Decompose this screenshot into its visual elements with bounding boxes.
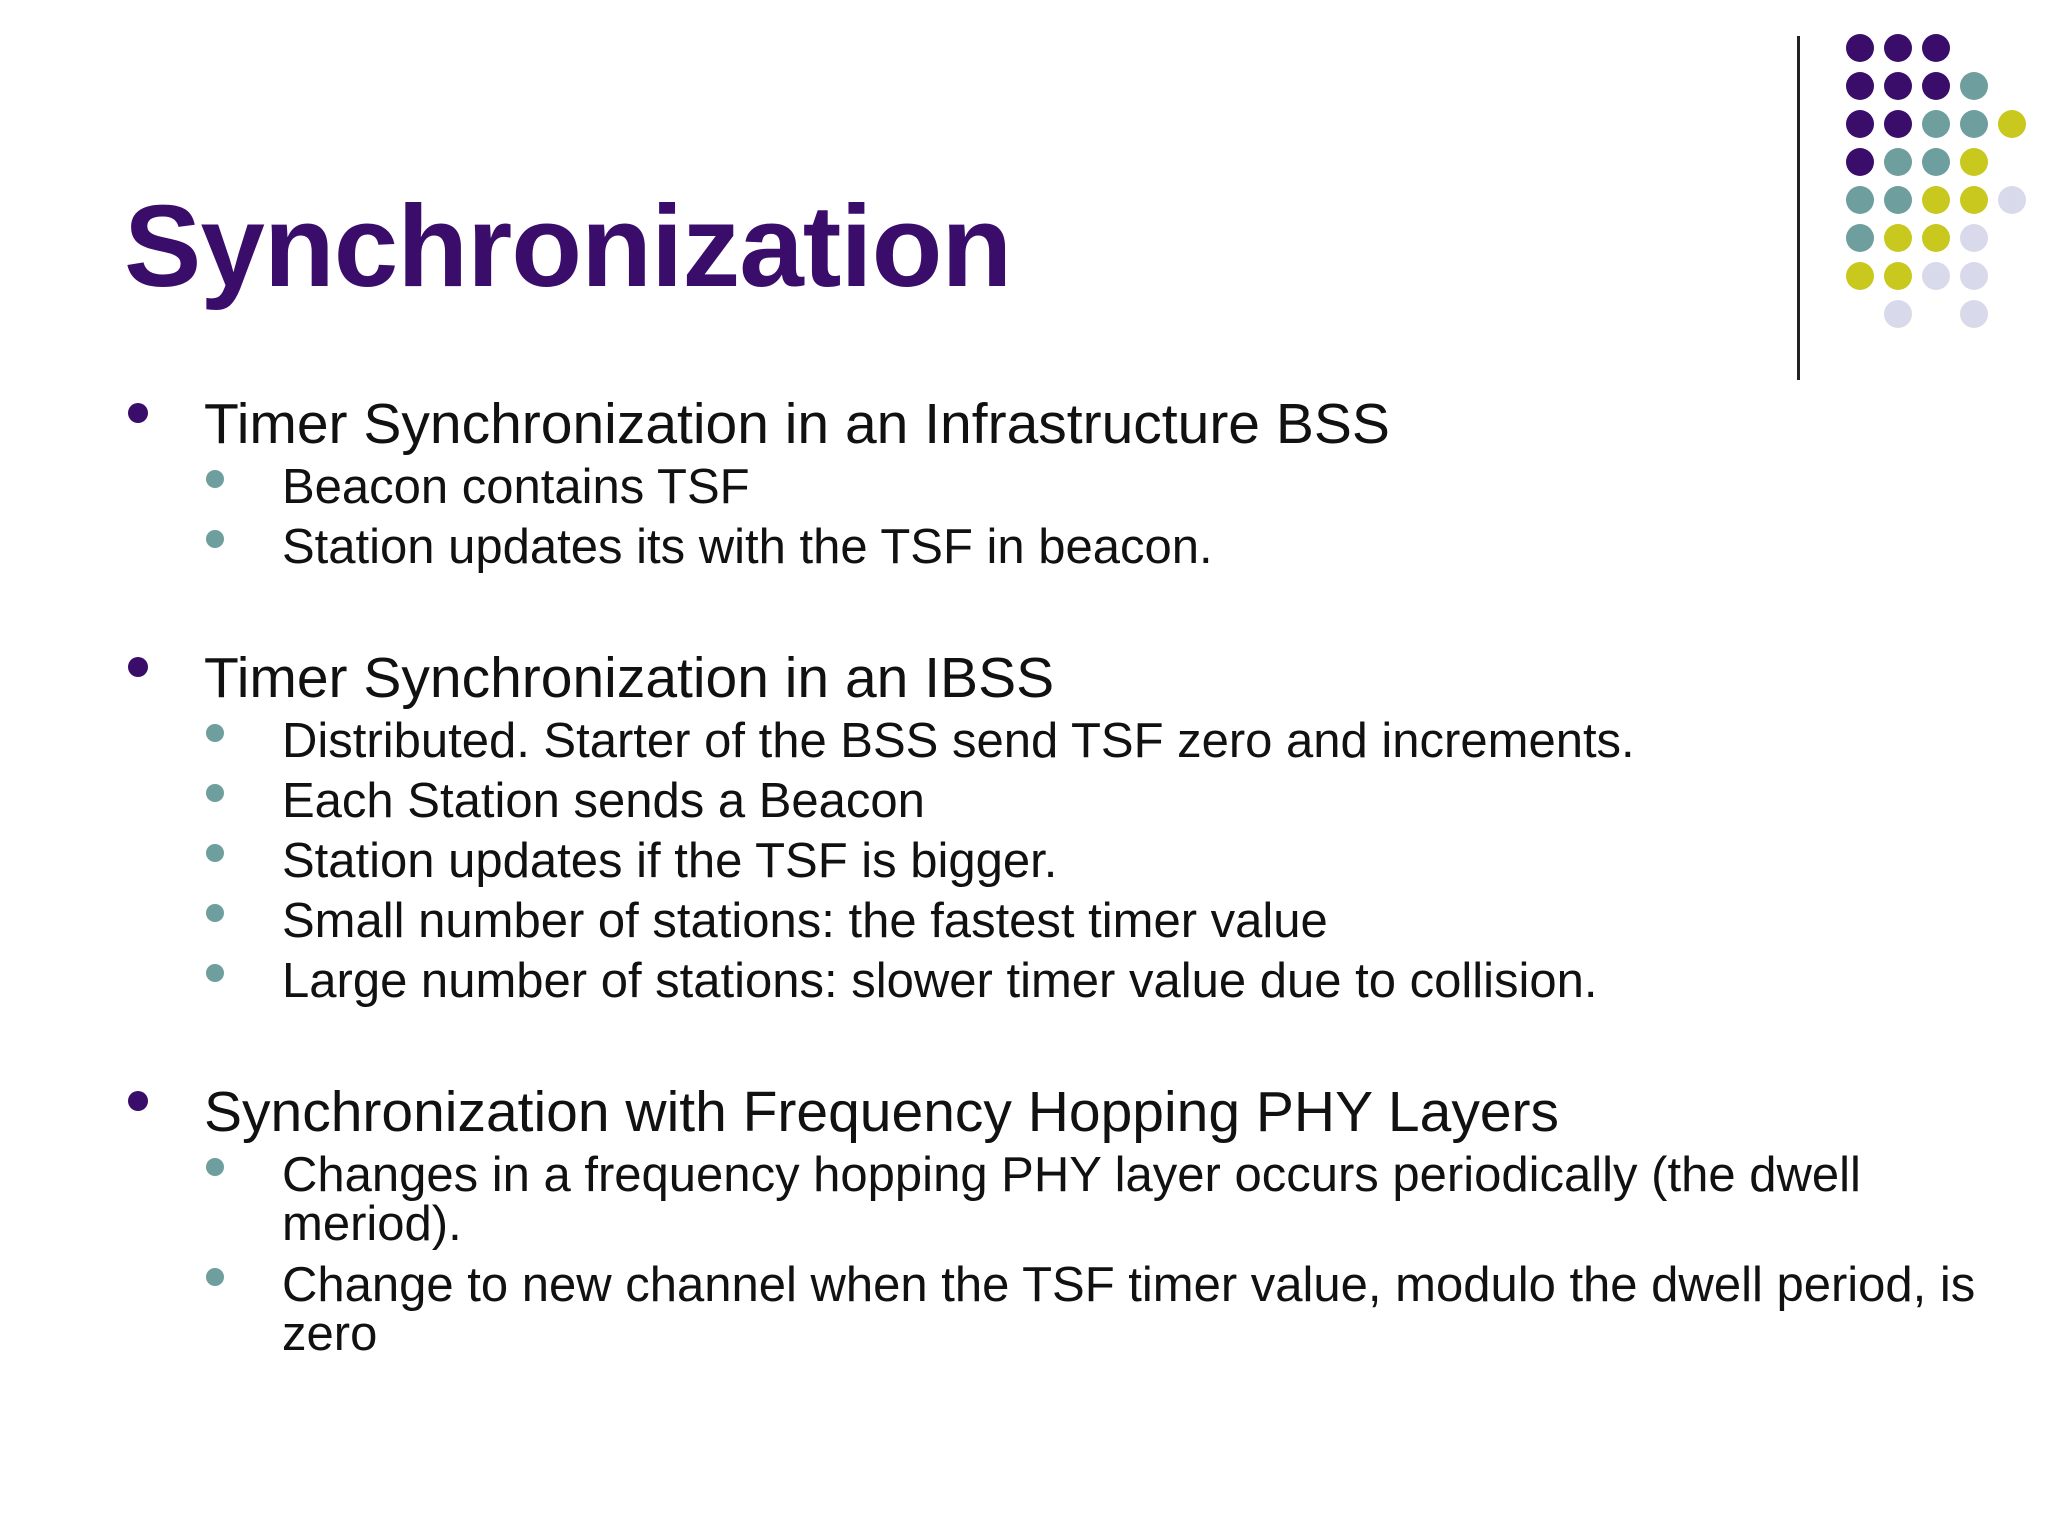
sub-bullet-icon [206, 904, 224, 922]
list-item: Large number of stations: slower timer value due to collision. [282, 954, 1598, 1008]
list-item: Station updates if the TSF is bigger. [282, 834, 1058, 888]
section-heading: Timer Synchronization in an IBSS [204, 646, 1055, 710]
list-item: Station updates its with the TSF in beacon. [282, 520, 1213, 574]
list-item: Changes in a frequency hopping PHY layer occurs periodically (the dwell meriod). [282, 1148, 1861, 1251]
sub-bullet-icon [206, 844, 224, 862]
sub-bullet-icon [206, 964, 224, 982]
list-item: Each Station sends a Beacon [282, 774, 925, 828]
sub-bullet-icon [206, 530, 224, 548]
bullet-icon [128, 657, 148, 677]
sub-bullet-icon [206, 724, 224, 742]
list-item: Beacon contains TSF [282, 460, 750, 514]
sub-bullet-icon [206, 1268, 224, 1286]
slide-title: Synchronization [124, 181, 1012, 311]
list-item: Distributed. Starter of the BSS send TSF zero and increments. [282, 714, 1635, 768]
list-item: Change to new channel when the TSF timer value, modulo the dwell period, is zero [282, 1258, 1976, 1361]
bullet-icon [128, 1091, 148, 1111]
bullet-icon [128, 403, 148, 423]
section-heading: Synchronization with Frequency Hopping PHY Layers [204, 1080, 1560, 1144]
list-item: Small number of stations: the fastest timer value [282, 894, 1328, 948]
section-heading: Timer Synchronization in an Infrastructure BSS [204, 392, 1390, 456]
sub-bullet-icon [206, 470, 224, 488]
sub-bullet-icon [206, 1158, 224, 1176]
sub-bullet-icon [206, 784, 224, 802]
